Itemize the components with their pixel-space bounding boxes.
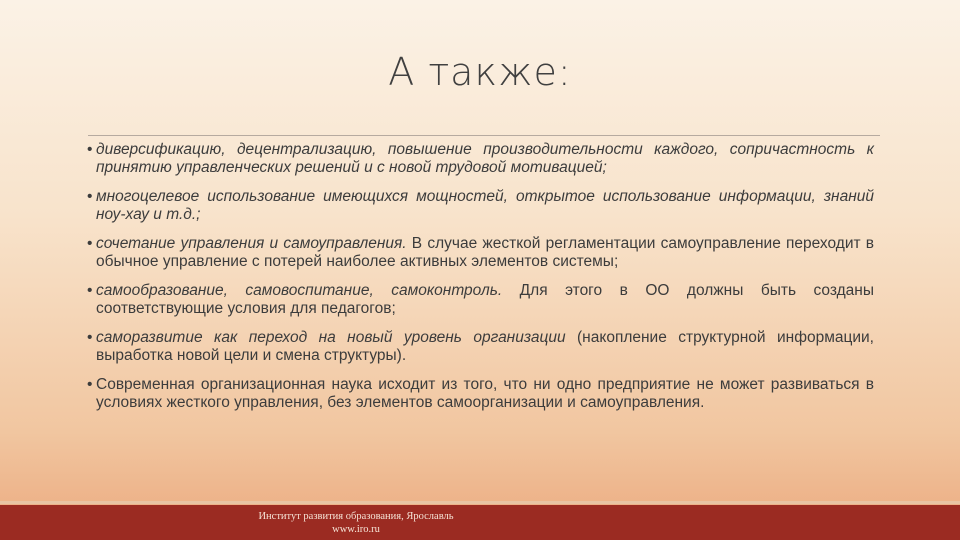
bullet-italic-text: сочетание управления и самоуправления. <box>96 235 407 252</box>
bullet-text: (накопление структурной информации, выработка новой цели и смена структуры). <box>96 329 874 364</box>
bullet-text: В случае жесткой регламентации самоуправление переходит в обычное управление с потерей наиболее активных элементов системы; <box>96 235 874 270</box>
list-item <box>88 282 874 318</box>
list-item <box>88 188 874 224</box>
footer-website: www.iro.ru <box>332 524 380 535</box>
bullet-italic-text: саморазвитие как переход на новый уровень организации <box>96 329 566 346</box>
footer-bar <box>0 505 960 540</box>
list-item <box>88 329 874 365</box>
footer-accent-line <box>0 501 960 504</box>
bullet-italic-text: открытое использование информации, знаний ноу-хау и т.д.; <box>96 188 874 223</box>
bullet-italic-text: диверсификацию, децентрализацию, повышение производительности каждого, <box>96 141 719 158</box>
footer-caption <box>236 510 476 536</box>
bullet-italic-text: сопричастность к принятию управленческих решений и с новой трудовой мотивацией; <box>96 141 874 176</box>
slide-title: А также: <box>388 50 572 94</box>
bullet-text: Современная организационная наука исходит из того, что ни одно предприятие не может развиваться в условиях жесткого управления, без элементов самоорганизации и самоуправления. <box>96 376 874 411</box>
bullet-list <box>88 141 874 423</box>
bullet-text: Для этого в ОО должны быть созданы соответствующие условия для педагогов; <box>96 282 875 317</box>
bullet-italic-text: самообразование, самовоспитание, самоконтроль. <box>96 282 503 299</box>
list-item <box>88 141 874 177</box>
bullet-italic-text: многоцелевое использование имеющихся мощностей, <box>96 188 508 205</box>
title-divider <box>88 135 880 136</box>
list-item <box>88 235 874 271</box>
list-item <box>88 376 874 412</box>
footer-institute: Институт развития образования, Ярославль <box>258 511 454 522</box>
